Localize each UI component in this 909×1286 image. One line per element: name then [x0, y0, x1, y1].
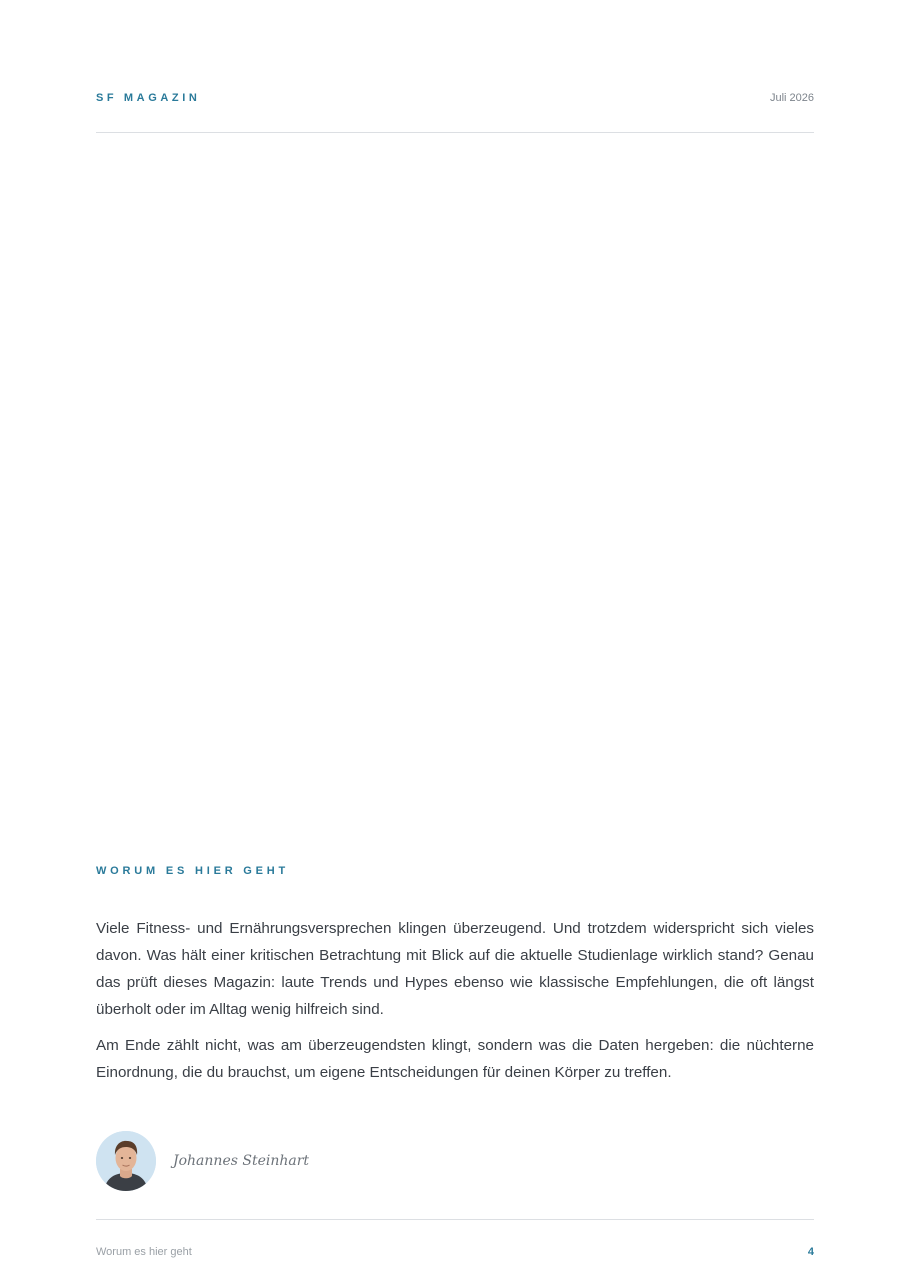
page-number: 4 [807, 1246, 814, 1258]
section-heading: WORUM ES HIER GEHT [96, 865, 290, 877]
intro-paragraph-1: Viele Fitness- und Ernährungsversprechen klingen überzeugend. Und trotzdem widerspricht sich vieles davon. Was hält einer kritischen Betrachtung mit Blick auf die aktuelle Studienlage wirklich stand? Genau das prüft dieses Magazin: laute Trends und Hypes ebenso wie klassische Empfehlungen, die oft längst überholt oder im Alltag wenig hilfreich sind. [96, 920, 814, 1018]
magazine-brand: SF MAGAZIN [96, 92, 201, 104]
issue-date: Juli 2026 [769, 92, 814, 104]
author-block [96, 1130, 309, 1192]
author-name: Johannes Steinhart [173, 1153, 310, 1169]
author-portrait-icon [96, 1131, 156, 1191]
author-avatar [96, 1131, 156, 1191]
page-footer [96, 1219, 814, 1260]
footer-section-label: Worum es hier geht [96, 1246, 192, 1258]
intro-text [96, 915, 814, 1095]
intro-paragraph-2: Am Ende zählt nicht, was am überzeugendsten klingt, sondern was die Daten hergeben: die nüchterne Einordnung, die du brauchst, um eigene Entscheidungen für deinen Körper zu treffen. [96, 1037, 814, 1081]
page-header [96, 88, 814, 133]
